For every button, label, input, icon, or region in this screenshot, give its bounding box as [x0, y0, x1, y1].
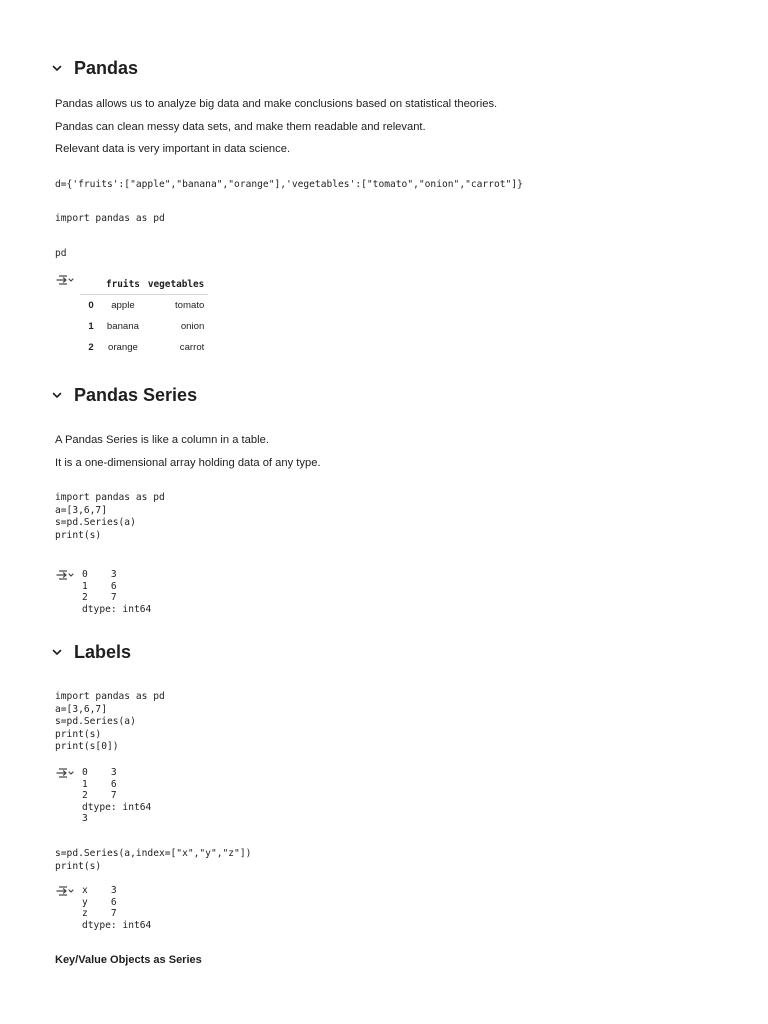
- output-toggle-icon[interactable]: [56, 569, 74, 581]
- code-cell[interactable]: import pandas as pd a=[3,6,7] s=pd.Series(a) print(s) print(s[0]): [55, 691, 165, 752]
- cell-output: x 3 y 6 z 7 dtype: int64: [82, 885, 152, 931]
- code-cell[interactable]: pd: [55, 248, 67, 259]
- dataframe-table: [80, 274, 208, 358]
- table-header-row: [80, 274, 208, 295]
- table-row: [80, 316, 208, 337]
- table-cell: onion: [180, 321, 205, 332]
- table-cell: apple: [111, 300, 135, 311]
- table-cell: orange: [108, 342, 138, 353]
- cell-output: 0 3 1 6 2 7 dtype: int64 3: [82, 767, 152, 825]
- section-title: Pandas: [74, 57, 139, 78]
- chevron-down-icon[interactable]: [50, 645, 64, 659]
- section-heading-labels: [50, 639, 131, 665]
- section-title: Labels: [74, 641, 132, 662]
- section-heading-pandas-series: [50, 382, 197, 408]
- code-cell[interactable]: import pandas as pd a=[3,6,7] s=pd.Series(a) print(s): [55, 492, 165, 541]
- cell-output: 0 3 1 6 2 7 dtype: int64: [82, 569, 152, 615]
- table-index-cell: 1: [88, 321, 94, 332]
- section-heading-pandas: [50, 55, 138, 81]
- table-header-cell: vegetables: [144, 274, 208, 295]
- table-index-cell: 0: [88, 300, 94, 311]
- table-row: [80, 295, 208, 317]
- text-paragraph: A Pandas Series is like a column in a table.: [55, 434, 269, 446]
- output-toggle-icon[interactable]: [56, 274, 74, 286]
- chevron-down-icon[interactable]: [50, 388, 64, 402]
- table-header-cell: fruits: [102, 274, 144, 295]
- table-row: [80, 337, 208, 358]
- code-cell[interactable]: import pandas as pd: [55, 213, 165, 224]
- code-cell[interactable]: d={'fruits':["apple","banana","orange"],'vegetables':["tomato","onion","carrot"]}: [55, 179, 523, 190]
- output-toggle-icon[interactable]: [56, 885, 74, 897]
- table-header-index: [80, 274, 102, 295]
- code-cell[interactable]: s=pd.Series(a,index=["x","y","z"]) print(s): [55, 848, 252, 872]
- text-paragraph: Pandas allows us to analyze big data and make conclusions based on statistical theories.: [55, 98, 498, 110]
- table-cell: banana: [106, 321, 139, 332]
- table-cell: carrot: [179, 342, 205, 353]
- text-paragraph: It is a one-dimensional array holding data of any type.: [55, 457, 321, 469]
- section-title: Pandas Series: [74, 384, 198, 405]
- output-toggle-icon[interactable]: [56, 767, 74, 779]
- table-index-cell: 2: [88, 342, 94, 353]
- table-cell: tomato: [174, 300, 205, 311]
- text-paragraph: Pandas can clean messy data sets, and make them readable and relevant.: [55, 121, 426, 133]
- text-paragraph: Relevant data is very important in data science.: [55, 143, 291, 155]
- chevron-down-icon[interactable]: [50, 61, 64, 75]
- subheading-key-value: Key/Value Objects as Series: [55, 954, 202, 966]
